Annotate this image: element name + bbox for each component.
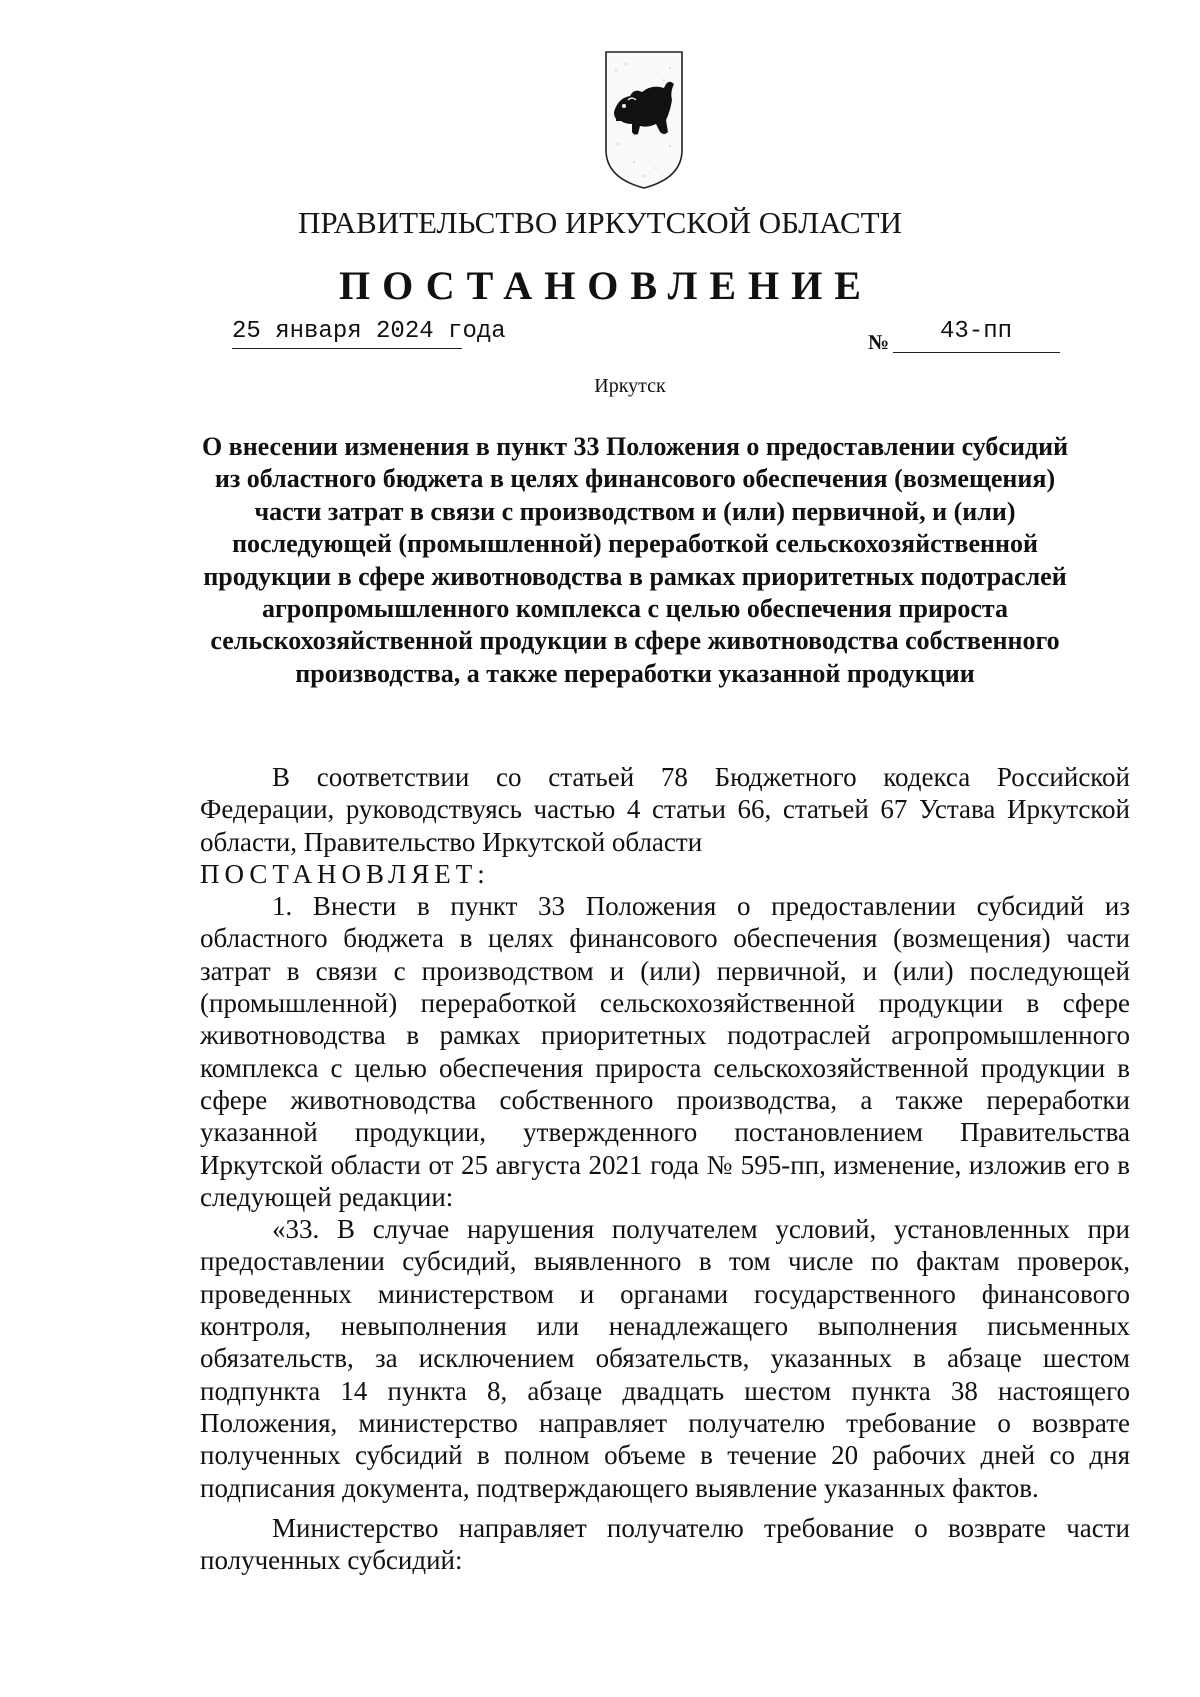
document-number: 43-пп xyxy=(940,318,1013,345)
document-title: О внесении изменения в пункт 33 Положения о предоставлении субсидий из областного бюджета в целях финансового обеспечения (возмещения) части затрат в связи с производством и (или) первичной, и (или) последующей (промышленной) переработкой сельскохозяйственной продукции в сфере животноводства в рамках приоритетных подотраслей агропромышленного комплекса с целью обеспечения прироста сельскохозяйственной продукции в сфере животноводства собственного производства, а также переработки указанной продукции xyxy=(201,432,1069,688)
document-type: ПОСТАНОВЛЕНИЕ xyxy=(339,263,873,308)
number-sign: № xyxy=(868,330,890,354)
item-33-paragraph: «33. В случае нарушения получателем условий, установленных при предоставлении субсидий, выявленного в том числе по фактам проверок, проведенных министерством и органами государственного финансового контроля, невыполнения или ненадлежащего выполнения письменных обязательств, за исключением обязательств, указанных в абзаце шестом подпункта 14 пункта 8, абзаце двадцать шестом пункта 38 настоящего Положения, министерство направляет получателю требование о возврате полученных субсидий в полном объеме в течение 20 рабочих дней со дня подписания документа, подтверждающего выявление указанных фактов. xyxy=(200,1214,1130,1503)
irkutsk-coat-of-arms-icon xyxy=(604,50,684,190)
resolves-word: ПОСТАНОВЛЯЕТ: xyxy=(200,858,490,889)
item-1-paragraph: 1. Внести в пункт 33 Положения о предоставлении субсидий из областного бюджета в целях финансового обеспечения (возмещения) части затрат в связи с производством и (или) первичной, и (или) последующей (промышленной) переработкой сельскохозяйственной продукции в сфере животноводства в рамках приоритетных подотраслей агропромышленного комплекса с целью обеспечения прироста сельскохозяйственной продукции в сфере животноводства собственного производства, а также переработки указанной продукции, утвержденного постановлением Правительства Иркутской области от 25 августа 2021 года № 595-пп, изменение, изложив его в следующей редакции: xyxy=(200,891,1130,1212)
government-name: ПРАВИТЕЛЬСТВО ИРКУТСКОЙ ОБЛАСТИ xyxy=(297,205,902,240)
city: Иркутск xyxy=(594,375,666,397)
document-body xyxy=(200,761,1130,1576)
document-date: 25 января 2024 года xyxy=(232,318,506,345)
ministry-paragraph: Министерство направляет получателю требование о возврате части полученных субсидий: xyxy=(200,1512,1130,1576)
preamble-paragraph: В соответствии со статьей 78 Бюджетного кодекса Российской Федерации, руководствуясь частью 4 статьи 66, статьей 67 Устава Иркутской области, Правительство Иркутской области xyxy=(200,762,1130,857)
